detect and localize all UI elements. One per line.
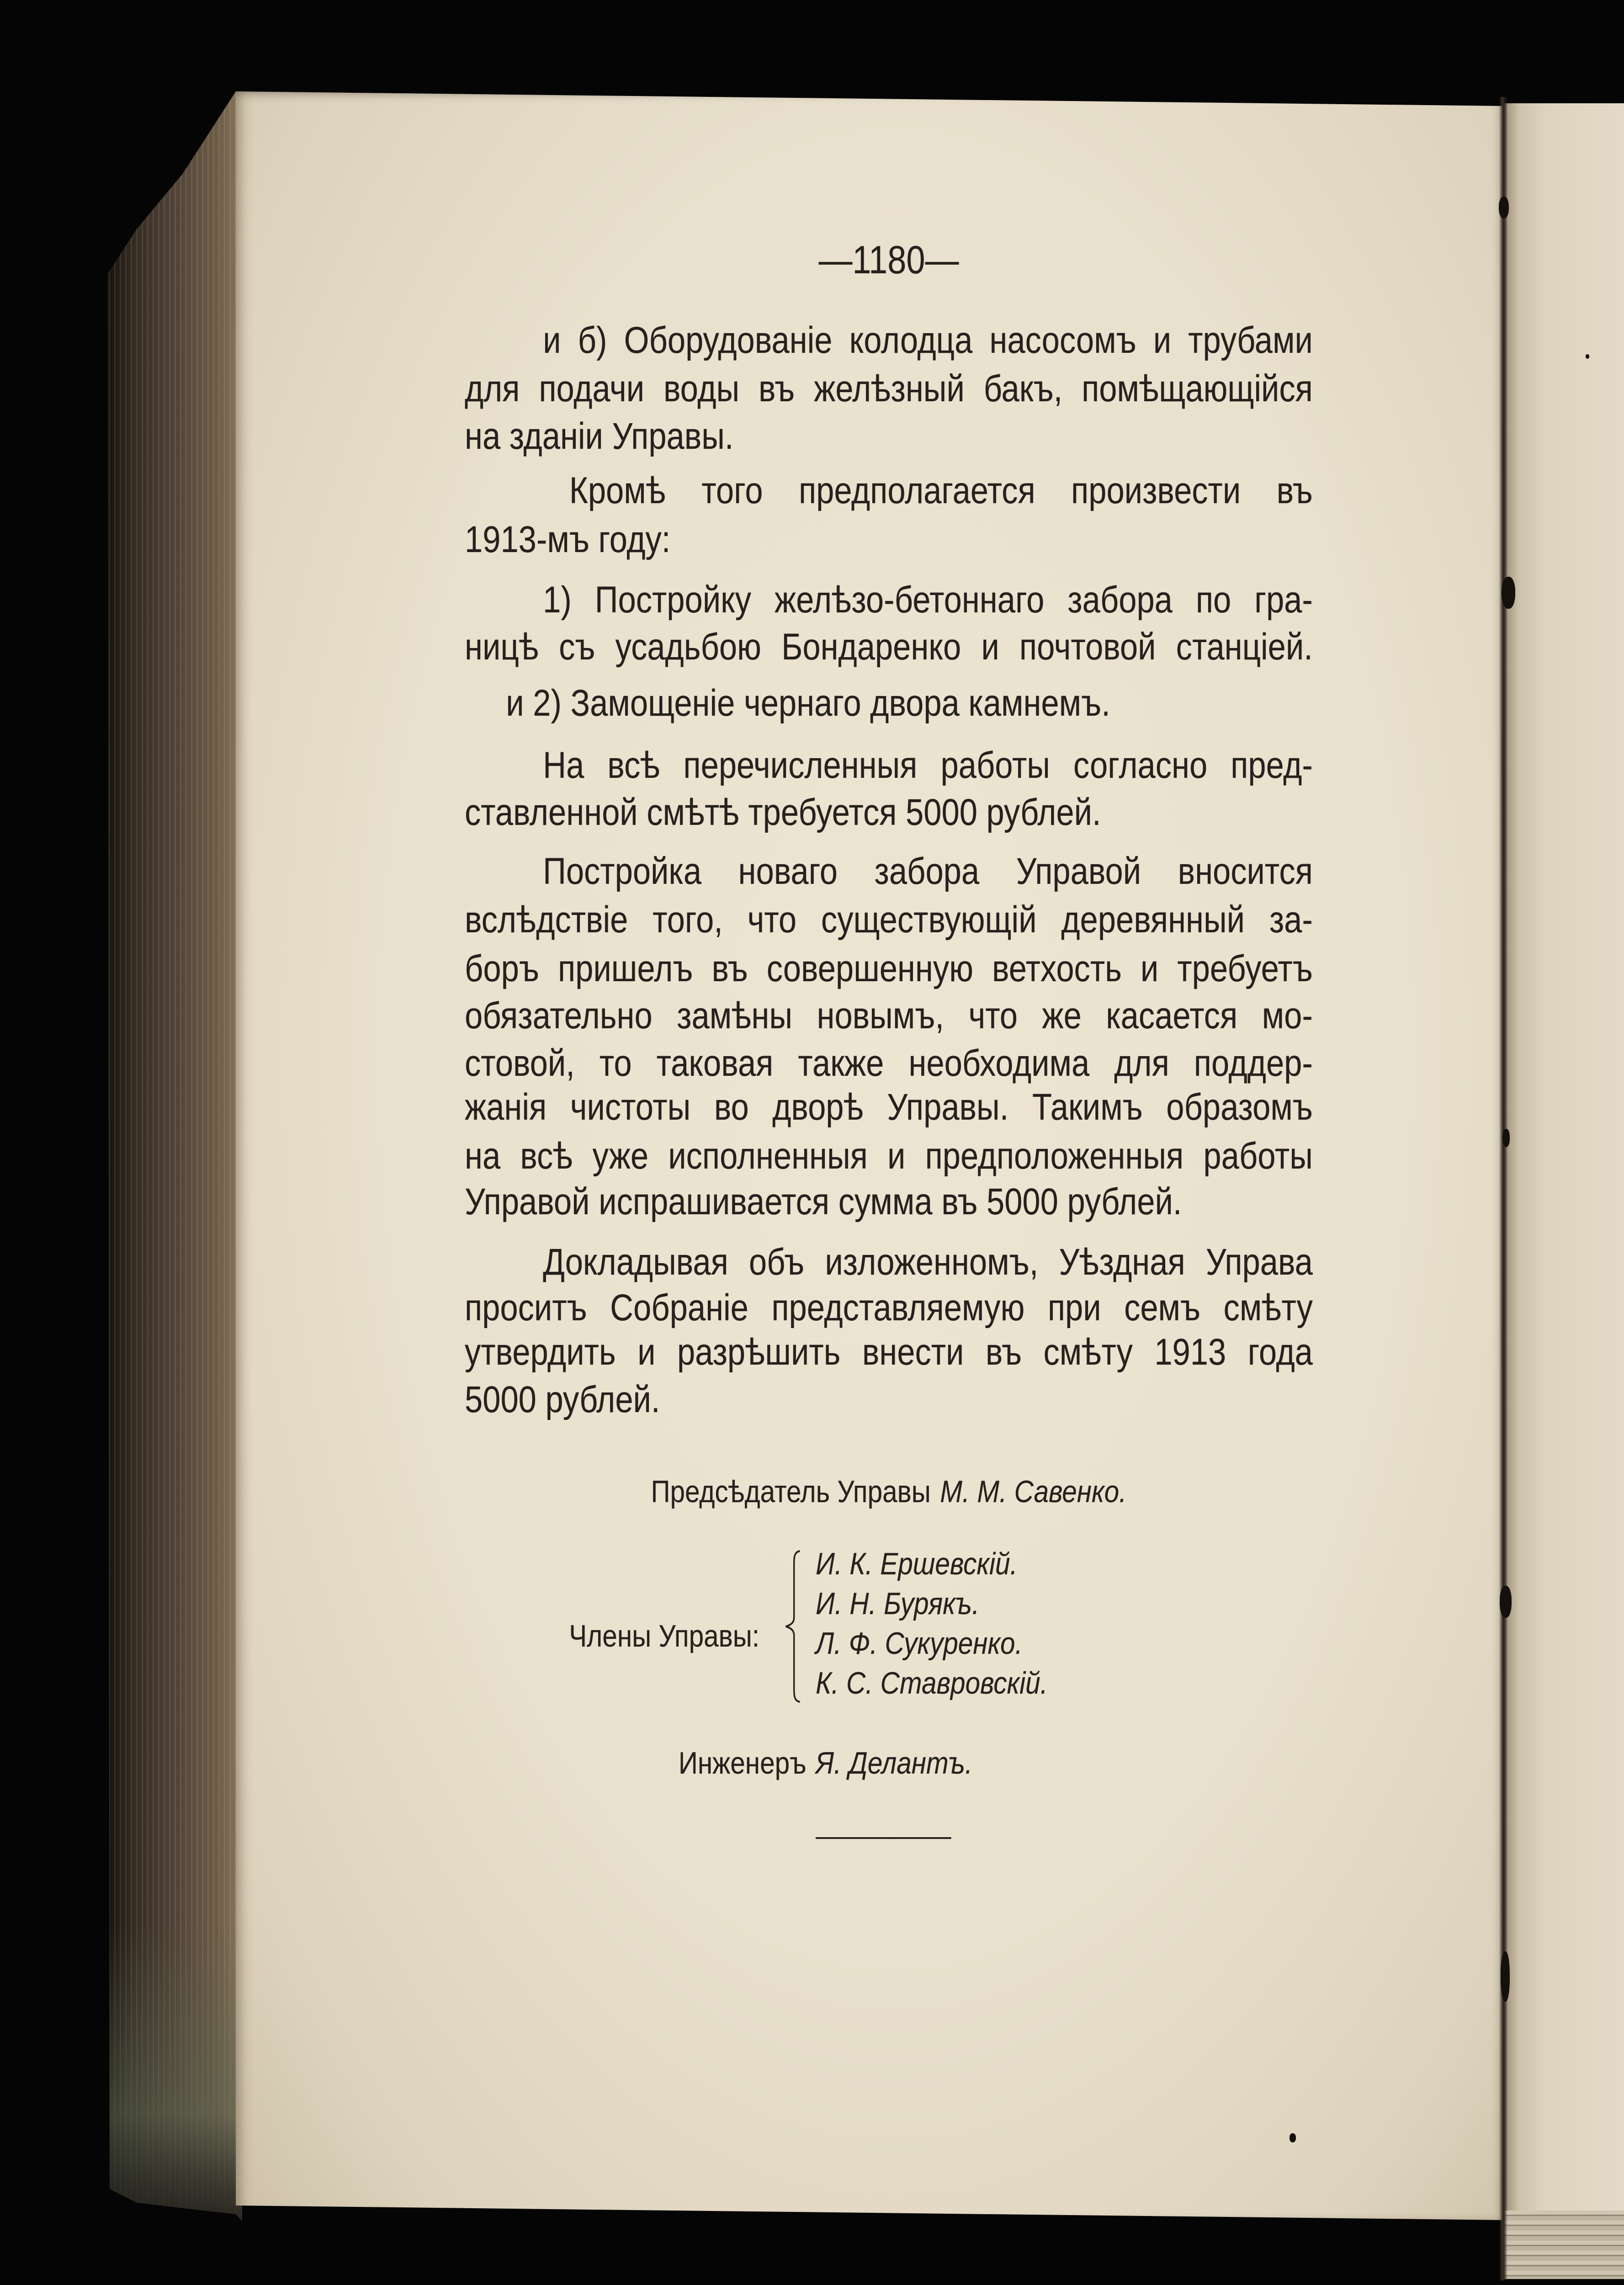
engineer-name: Я. Делантъ. (816, 1746, 973, 1780)
text-line: обязательно замѣны новымъ, что же касается мо- (465, 995, 1313, 1036)
text-line: На всѣ перечисленныя работы согласно пред- (543, 744, 1313, 786)
text-line: ставленной смѣтѣ требуется 5000 рублей. (465, 792, 1101, 833)
chairman-signature (465, 1472, 1313, 1511)
text-line: на всѣ уже исполненныя и предположенныя работы (465, 1135, 1313, 1177)
member-name: Л. Ф. Сукуренко. (815, 1626, 1023, 1661)
text-line: Управой испрашивается сумма въ 5000 рублей. (465, 1181, 1182, 1222)
facing-page-bottom-edges (1503, 2211, 1624, 2279)
text-line: Постройка новаго забора Управой вносится (543, 850, 1313, 892)
text-line: на зданіи Управы. (465, 415, 734, 457)
binding-thread-mark (1499, 197, 1509, 218)
ink-speck (1586, 354, 1589, 359)
text-line: стовой, то таковая также необходима для поддер- (465, 1042, 1313, 1084)
member-name: К. С. Ставровскій. (815, 1666, 1048, 1700)
text-line: вслѣдствіе того, что существующій деревянный за- (465, 899, 1313, 941)
text-line: Кромѣ того предполагается произвести въ (569, 470, 1313, 511)
members-brace (782, 1549, 804, 1704)
text-line: и б) Оборудованіе колодца насосомъ и трубами (543, 319, 1313, 361)
text-line: боръ пришелъ въ совершенную ветхость и требуетъ (465, 948, 1313, 989)
text-line: 1913-мъ году: (465, 519, 671, 560)
text-line: проситъ Собраніе представляемую при семъ смѣту (465, 1287, 1313, 1328)
page-stack-edges (103, 87, 242, 2221)
text-line: 5000 рублей. (465, 1379, 660, 1420)
text-line: для подачи воды въ желѣзный бакъ, помѣщающійся (465, 368, 1313, 409)
text-column (465, 0, 1313, 2285)
text-line: утвердить и разрѣшить внести въ смѣту 1913 года (465, 1331, 1313, 1373)
members-label: Члены Управы: (569, 1619, 759, 1653)
page-number: —1180— (818, 238, 959, 282)
member-name: И. Н. Бурякъ. (815, 1586, 980, 1621)
engineer-title: Инженеръ (678, 1746, 807, 1780)
text-line: 1) Постройку желѣзо-бетоннаго забора по гра- (543, 579, 1313, 621)
binding-thread-mark (1502, 577, 1515, 609)
binding-thread-mark (1501, 1951, 1510, 2002)
binding-thread-mark (1500, 1586, 1512, 1618)
member-name: И. К. Ершевскій. (815, 1546, 1018, 1581)
binding-thread-mark (1502, 1129, 1510, 1147)
text-line: жанія чистоты во дворѣ Управы. Такимъ образомъ (465, 1086, 1313, 1128)
facing-page (1503, 103, 1624, 2279)
chairman-name: М. М. Савенко. (940, 1474, 1127, 1509)
engineer-signature (679, 1744, 972, 1782)
chairman-title: Предсѣдатель Управы (651, 1474, 931, 1509)
text-line: и 2) Замощеніе чернаго двора камнемъ. (506, 682, 1110, 724)
text-line: ницѣ съ усадьбою Бондаренко и почтовой станціей. (465, 626, 1313, 668)
text-line: Докладывая объ изложенномъ, Уѣздная Управа (543, 1241, 1313, 1283)
closing-rule (816, 1837, 951, 1839)
